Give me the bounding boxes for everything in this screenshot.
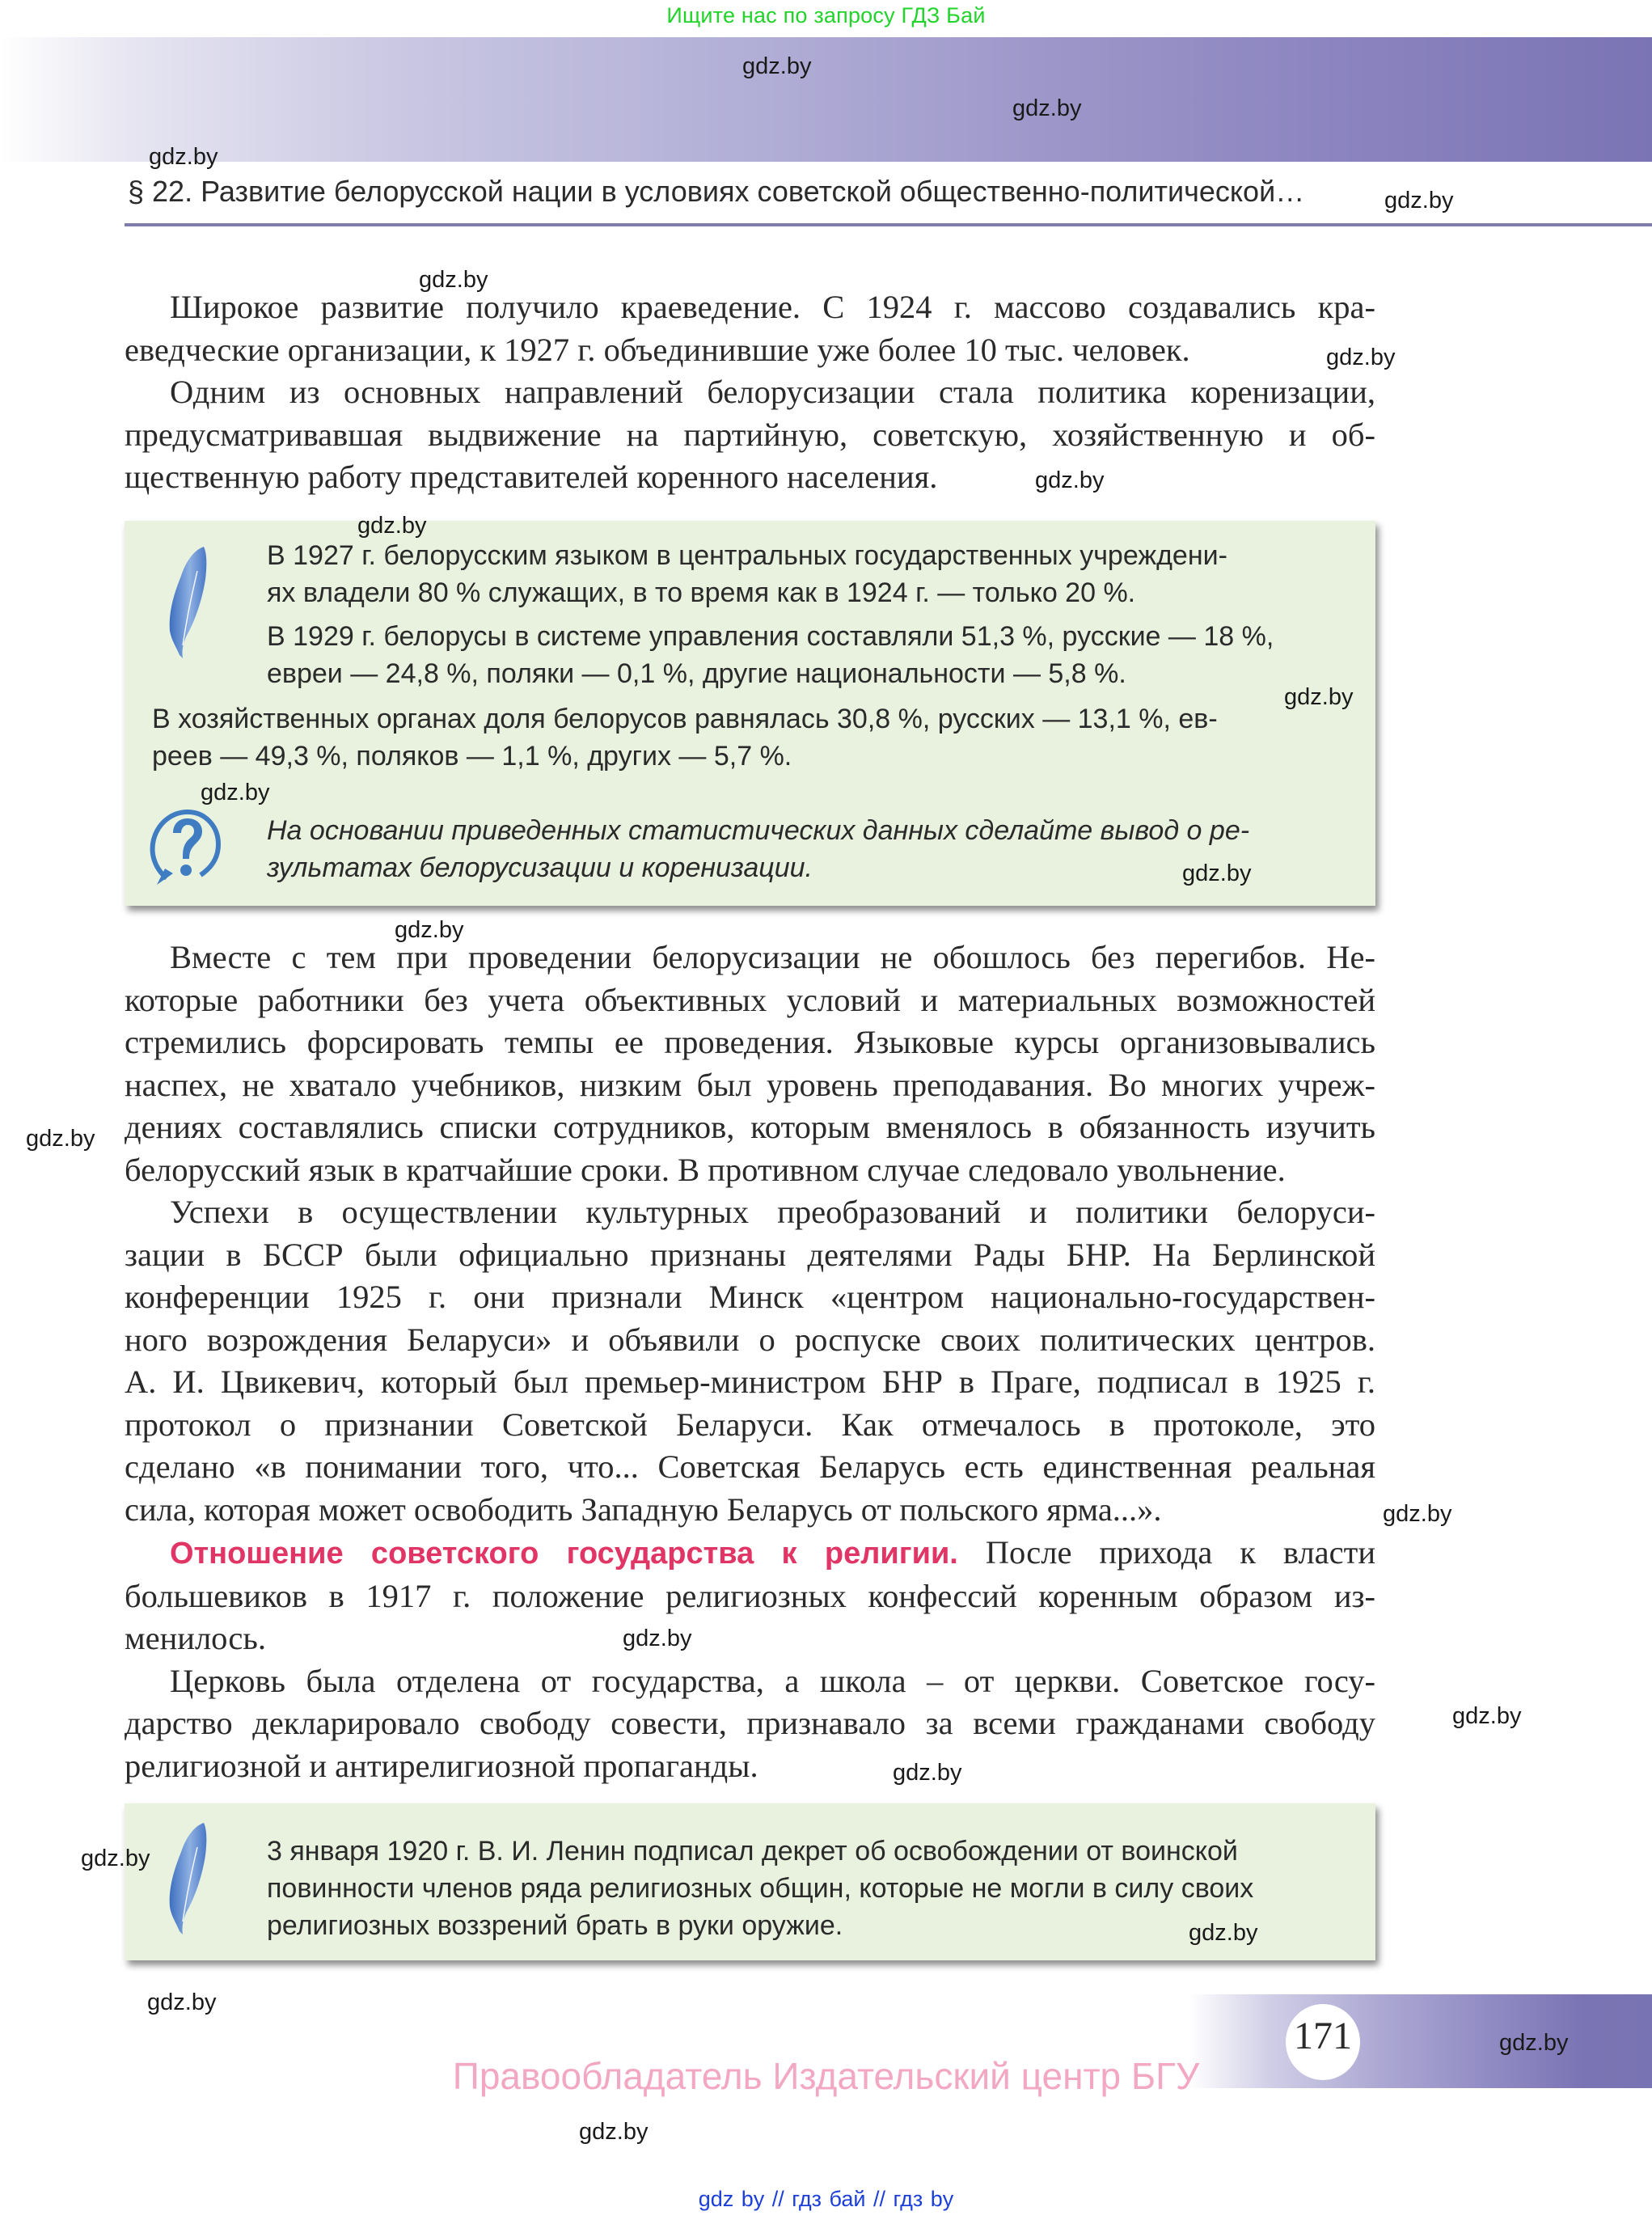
watermark: gdz.by	[742, 53, 812, 79]
section-heading: Отношение советского государства к религии.	[170, 1537, 958, 1571]
watermark: gdz.by	[1182, 860, 1252, 886]
watermark: gdz.by	[26, 1126, 95, 1152]
paragraph-religion: Отношение советского государства к религии. После прихода к власти большевиков в 1917 г. положение религиозных конфессий коренным образом из- менилось. Церковь была отделена от государства, а школа – от церкви. Советское госу- дарство декларировало свободу совести, признавало за всеми гражданами свободу религиозной и антирелигиозной пропаганды.	[125, 1534, 1375, 1784]
watermark: gdz.by	[1384, 188, 1454, 214]
watermark: gdz.by	[1499, 2030, 1569, 2056]
top-banner	[0, 0, 1652, 36]
running-title: § 22. Развитие белорусской нации в условиях советской общественно-политической…	[128, 175, 1305, 208]
watermark: gdz.by	[623, 1626, 692, 1651]
watermark: gdz.by	[1452, 1703, 1522, 1729]
watermark: gdz.by	[1326, 345, 1396, 370]
question-text: зультатах белорусизации и коренизации.	[267, 852, 813, 883]
paragraph-local-history: Широкое развитие получило краеведение. С 1924 г. массово создавались кра- еведческие организации, к 1927 г. объединившие уже более 10 тыс. человек. Одним из основных направлений белорусизации стала политика коренизации, предусматривавшая выдвижение на партийную, советскую, хозяйственную и об- щественную работу представителей коренного населения.	[125, 289, 1375, 495]
statistics-callout: В 1927 г. белорусским языком в центральных государственных учреждени- ях владели 80 % служащих, в то время как в 1924 г. — только 20 %. В 1929 г. белорусы в системе управления составляли 51,3 %, русские — 18 %, евреи — 24,8 %, поляки — 0,1 %, другие национальности — 5,8 %. В хозяйственных органах доля белорусов равнялась 30,8 %, русских — 13,1 %, ев- реев — 49,3 %, поляков — 1,1 %, других — 5,7 %. На основании приведенных статистических данных сделайте вывод о ре- зультатах белорусизации и коренизации.	[125, 521, 1375, 906]
watermark: gdz.by	[147, 1989, 217, 2015]
watermark: gdz.by	[1035, 467, 1105, 493]
rights-holder: Правообладатель Издательский центр БГУ	[452, 2055, 1200, 2097]
watermark: gdz.by	[395, 917, 464, 943]
watermark: gdz.by	[201, 780, 270, 805]
watermark: gdz.by	[419, 267, 488, 293]
watermark: gdz.by	[579, 2119, 649, 2145]
question-icon	[149, 807, 222, 888]
page-number: 171	[1294, 2015, 1352, 2057]
header-rule	[125, 223, 1652, 226]
watermark: gdz.by	[1383, 1501, 1452, 1527]
bottom-links[interactable]: gdz by // гдз бай // гдз by	[698, 2187, 954, 2211]
search-hint-text: Ищите нас по запросу ГДЗ Бай	[666, 3, 986, 27]
watermark: gdz.by	[1012, 95, 1082, 121]
feather-icon	[162, 1820, 207, 1938]
watermark: gdz.by	[1189, 1920, 1258, 1946]
header-band	[0, 37, 1652, 162]
watermark: gdz.by	[1284, 684, 1354, 710]
watermark: gdz.by	[81, 1846, 150, 1871]
paragraph-excesses: Вместе с тем при проведении белорусизации не обошлось без перегибов. Не- которые работники без учета объективных условий и материальных возможностей стремились форсировать темпы ее проведения. Языковые курсы организовывались наспех, не хватало учебников, низким был уровень преподавания. Во многих учреж- дениях составлялись списки сотрудников, которым вменялось в обязанность изучить белорусский язык в кратчайшие сроки. В противном случае следовало увольнение. Успехи в осуществлении культурных преобразований и политики белоруси- зации в БССР были официально признаны деятелями Рады БНР. На Берлинской конференции 1925 г. они признали Минск «центром национально-государствен- ного возрождения Беларуси» и объявили о роспуске своих политических центров. А. И. Цвикевич, который был премьер-министром БНР в Праге, подписал в 1925 г. протокол о признании Советской Беларуси. Как отмечалось в протоколе, это сделано «в понимании того, что... Советская Беларусь есть единственная реальная сила, которая может освободить Западную Беларусь от польского ярма...».	[125, 939, 1375, 1528]
question-text: На основании приведенных статистических данных сделайте вывод о ре-	[267, 815, 1250, 846]
decree-callout: 3 января 1920 г. В. И. Ленин подписал декрет об освобождении от воинской повинности членов ряда религиозных общин, которые не могли в силу своих религиозных воззрений брать в руки оружие.	[125, 1803, 1375, 1960]
watermark: gdz.by	[893, 1760, 962, 1786]
watermark: gdz.by	[149, 144, 218, 170]
feather-icon	[162, 543, 207, 662]
watermark: gdz.by	[357, 513, 427, 539]
